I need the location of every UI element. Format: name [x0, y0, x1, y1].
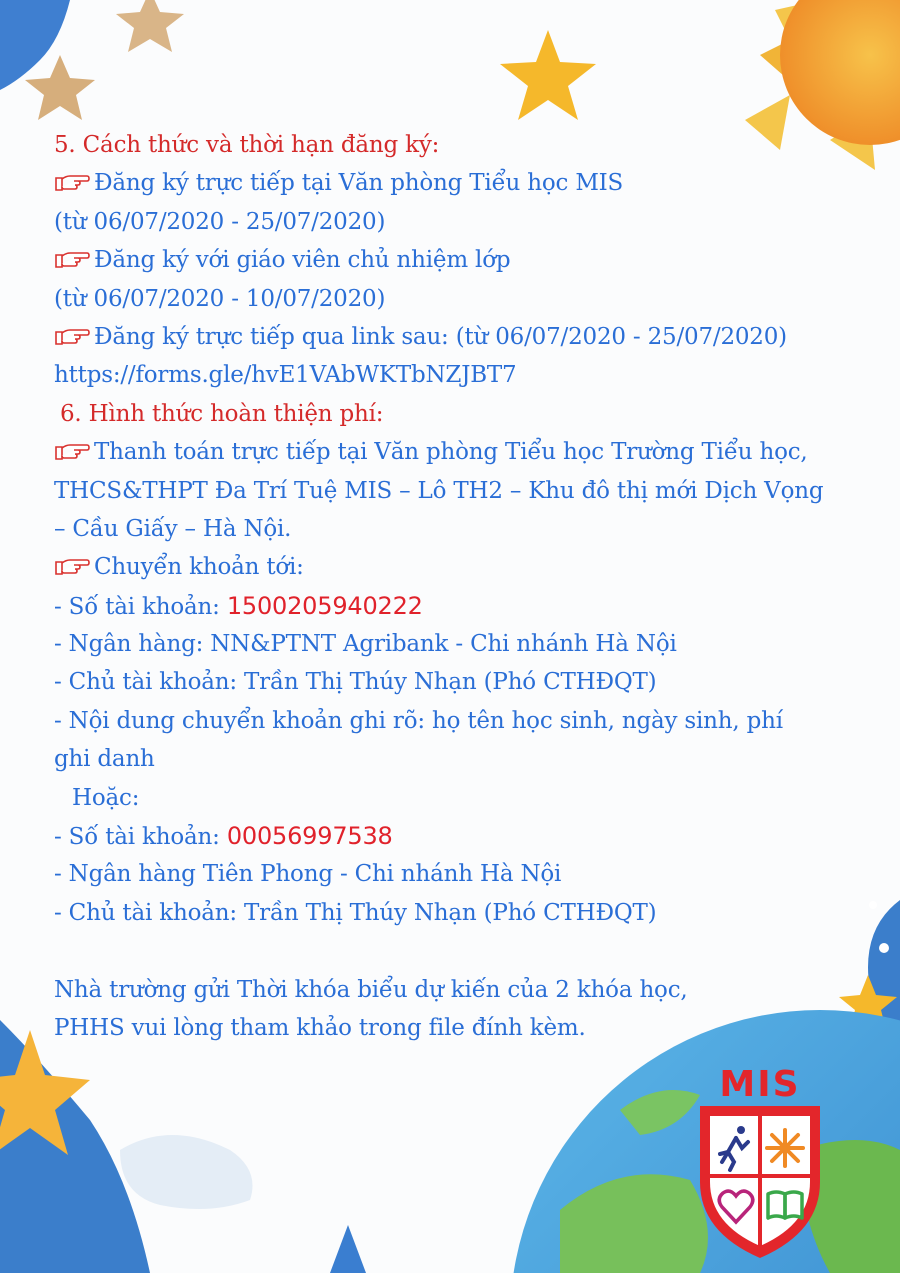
blue-triangle [330, 1225, 366, 1273]
footer-note: PHHS vui lòng tham khảo trong file đính kèm. [54, 1014, 586, 1041]
list-item: Chuyển khoản tới: [54, 548, 884, 586]
account-number-row: - Số tài khoản: 00056997538 [54, 822, 393, 851]
account-holder: - Chủ tài khoản: Trần Thị Thúy Nhạn (Phó CTHĐQT) [54, 899, 657, 926]
account-number-row: - Số tài khoản: 1500205940222 [54, 591, 423, 620]
content-body [54, 126, 884, 1047]
yellow-star-icon [500, 30, 596, 120]
bank-name: - Ngân hàng Tiên Phong - Chi nhánh Hà Nội [54, 861, 562, 888]
pointing-hand-icon [54, 441, 90, 461]
address-line: – Cầu Giấy – Hà Nội. [54, 515, 292, 542]
list-item: Thanh toán trực tiếp tại Văn phòng Tiểu học Trường Tiểu học, [54, 433, 884, 471]
bank-name: - Ngân hàng: NN&PTNT Agribank - Chi nhánh Hà Nội [54, 631, 677, 658]
section6-title: 6. Hình thức hoàn thiện phí: [60, 400, 384, 427]
logo-text: MIS [719, 1064, 801, 1105]
pointing-hand-icon [54, 172, 90, 192]
list-item: Đăng ký trực tiếp qua link sau: (từ 06/07/2020 - 25/07/2020) [54, 318, 884, 356]
account-holder: - Chủ tài khoản: Trần Thị Thúy Nhạn (Phó CTHĐQT) [54, 669, 657, 696]
spacer [54, 932, 884, 970]
footer-note: Nhà trường gửi Thời khóa biểu dự kiến của 2 khóa học, [54, 976, 688, 1003]
transfer-note: - Nội dung chuyển khoản ghi rõ: họ tên học sinh, ngày sinh, phí [54, 707, 783, 734]
star-burst-icon [767, 1130, 803, 1166]
account-number: 1500205940222 [226, 591, 423, 620]
account-number: 00056997538 [226, 822, 393, 851]
tan-star-icon [116, 0, 184, 52]
date-range: (từ 06/07/2020 - 25/07/2020) [54, 208, 386, 235]
pointing-hand-icon [54, 249, 90, 269]
transfer-note: ghi danh [54, 746, 155, 773]
pointing-hand-icon [54, 556, 90, 576]
list-item: Đăng ký với giáo viên chủ nhiệm lớp [54, 241, 884, 279]
pointing-hand-icon [54, 326, 90, 346]
date-range: (từ 06/07/2020 - 10/07/2020) [54, 285, 386, 312]
address-line: THCS&THPT Đa Trí Tuệ MIS – Lô TH2 – Khu đô thị mới Dịch Vọng [54, 477, 824, 504]
tan-star-icon [25, 55, 95, 120]
mis-logo [690, 1062, 830, 1262]
section5-title: 5. Cách thức và thời hạn đăng ký: [54, 132, 440, 158]
or-label: Hoặc: [72, 784, 140, 811]
list-item: Đăng ký trực tiếp tại Văn phòng Tiểu học MIS [54, 164, 884, 202]
registration-link[interactable]: https://forms.gle/hvE1VAbWKTbNZJBT7 [54, 362, 517, 389]
